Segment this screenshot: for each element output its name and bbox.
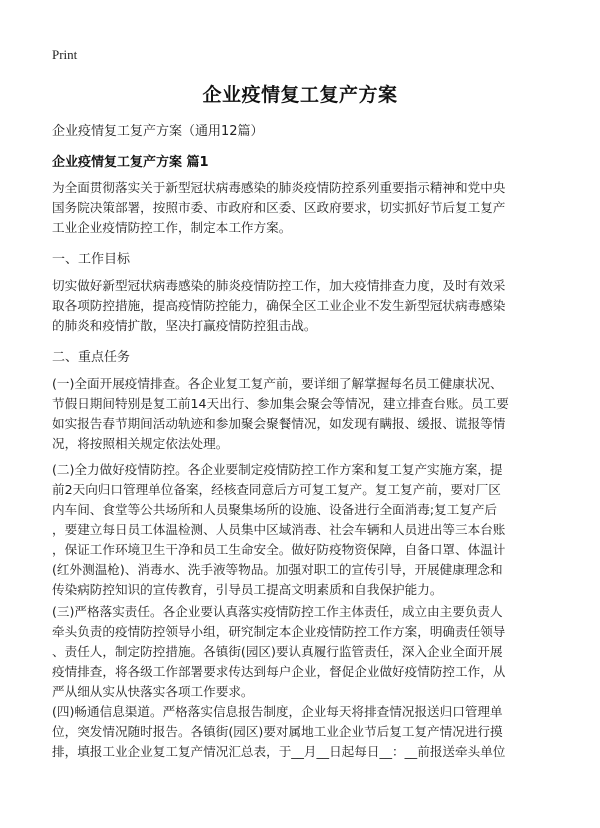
heading-key-tasks: 二、重点任务 — [52, 350, 131, 365]
task-paragraph-2: (二)全力做好疫情防控。各企业要制定疫情防控工作方案和复工复产实施方案，提 前2天向归口管理单位备案，经核查同意后方可复工复产。复工复产前，要对厂区 内车间、食堂等公共场所和人员聚集场所的设施、设备进行全面消毒;复工复产后 ，要建立每日员工体温检测、人员集中区域消毒、社会车辆和人员进出等三本台账 ，保证工作环境卫生干净和员工生命安全。做好防疫物资保障，自备口罩、体温计 (红外测温枪)、消毒水、洗手液等物品。加强对职工的宣传引导，开展健康理念和 传染病防控知识的宣传教育，引导员工提高文明素质和自我保护能力。 — [52, 462, 506, 597]
section-heading: 企业疫情复工复产方案 篇1 — [52, 155, 209, 170]
intro-paragraph: 为全面贯彻落实关于新型冠状病毒感染的肺炎疫情防控系列重要指示精神和党中央 国务院决策部署，按照市委、市政府和区委、区政府要求，切实抓好节后复工复产 工业企业疫情防控工作，制定本工作方案。 — [52, 180, 506, 235]
task-paragraph-4: (四)畅通信息渠道。严格落实信息报告制度，企业每天将排查情况报送归口管理单 位，突发情况随时报告。各镇街(园区)要对属地工业企业节后复工复产情况进行摸 排，填报工业企业复工复产情况汇总表，于__月__日起每日__：__前报送牵头单位 — [52, 704, 506, 759]
task-paragraph-1: (一)全面开展疫情排查。各企业复工复产前，要详细了解掌握每名员工健康状况、 节假日期间特别是复工前14天出行、参加集会聚会等情况，建立排查台账。员工要 如实报告春节期间活动轨迹和参加聚会聚餐情况，如发现有瞒报、缓报、谎报等情 况，将按照相关规定依法处理。 — [52, 376, 509, 451]
print-link[interactable]: Print — [52, 47, 78, 62]
goal-paragraph: 切实做好新型冠状病毒感染的肺炎疫情防控工作，加大疫情排查力度，及时有效采 取各项防控措施，提高疫情防控能力，确保全区工业企业不发生新型冠状病毒感染 的肺炎和疫情扩散，坚决打赢疫情防控狙击战。 — [52, 278, 506, 333]
document-subtitle: 企业疫情复工复产方案（通用12篇） — [52, 124, 264, 139]
task-paragraph-3: (三)严格落实责任。各企业要认真落实疫情防控工作主体责任，成立由主要负责人 牵头负责的疫情防控领导小组，研究制定本企业疫情防控工作方案，明确责任领导 、责任人，制定防控措施。各镇街(园区)要认真履行监管责任，深入企业全面开展 疫情排查，将各级工作部署要求传达到每户企业，督促企业做好疫情防控工作，从 严从细从实从快落实各项工作要求。 — [52, 604, 506, 699]
heading-work-goal: 一、工作目标 — [52, 252, 131, 267]
document-title: 企业疫情复工复产方案 — [202, 84, 398, 106]
